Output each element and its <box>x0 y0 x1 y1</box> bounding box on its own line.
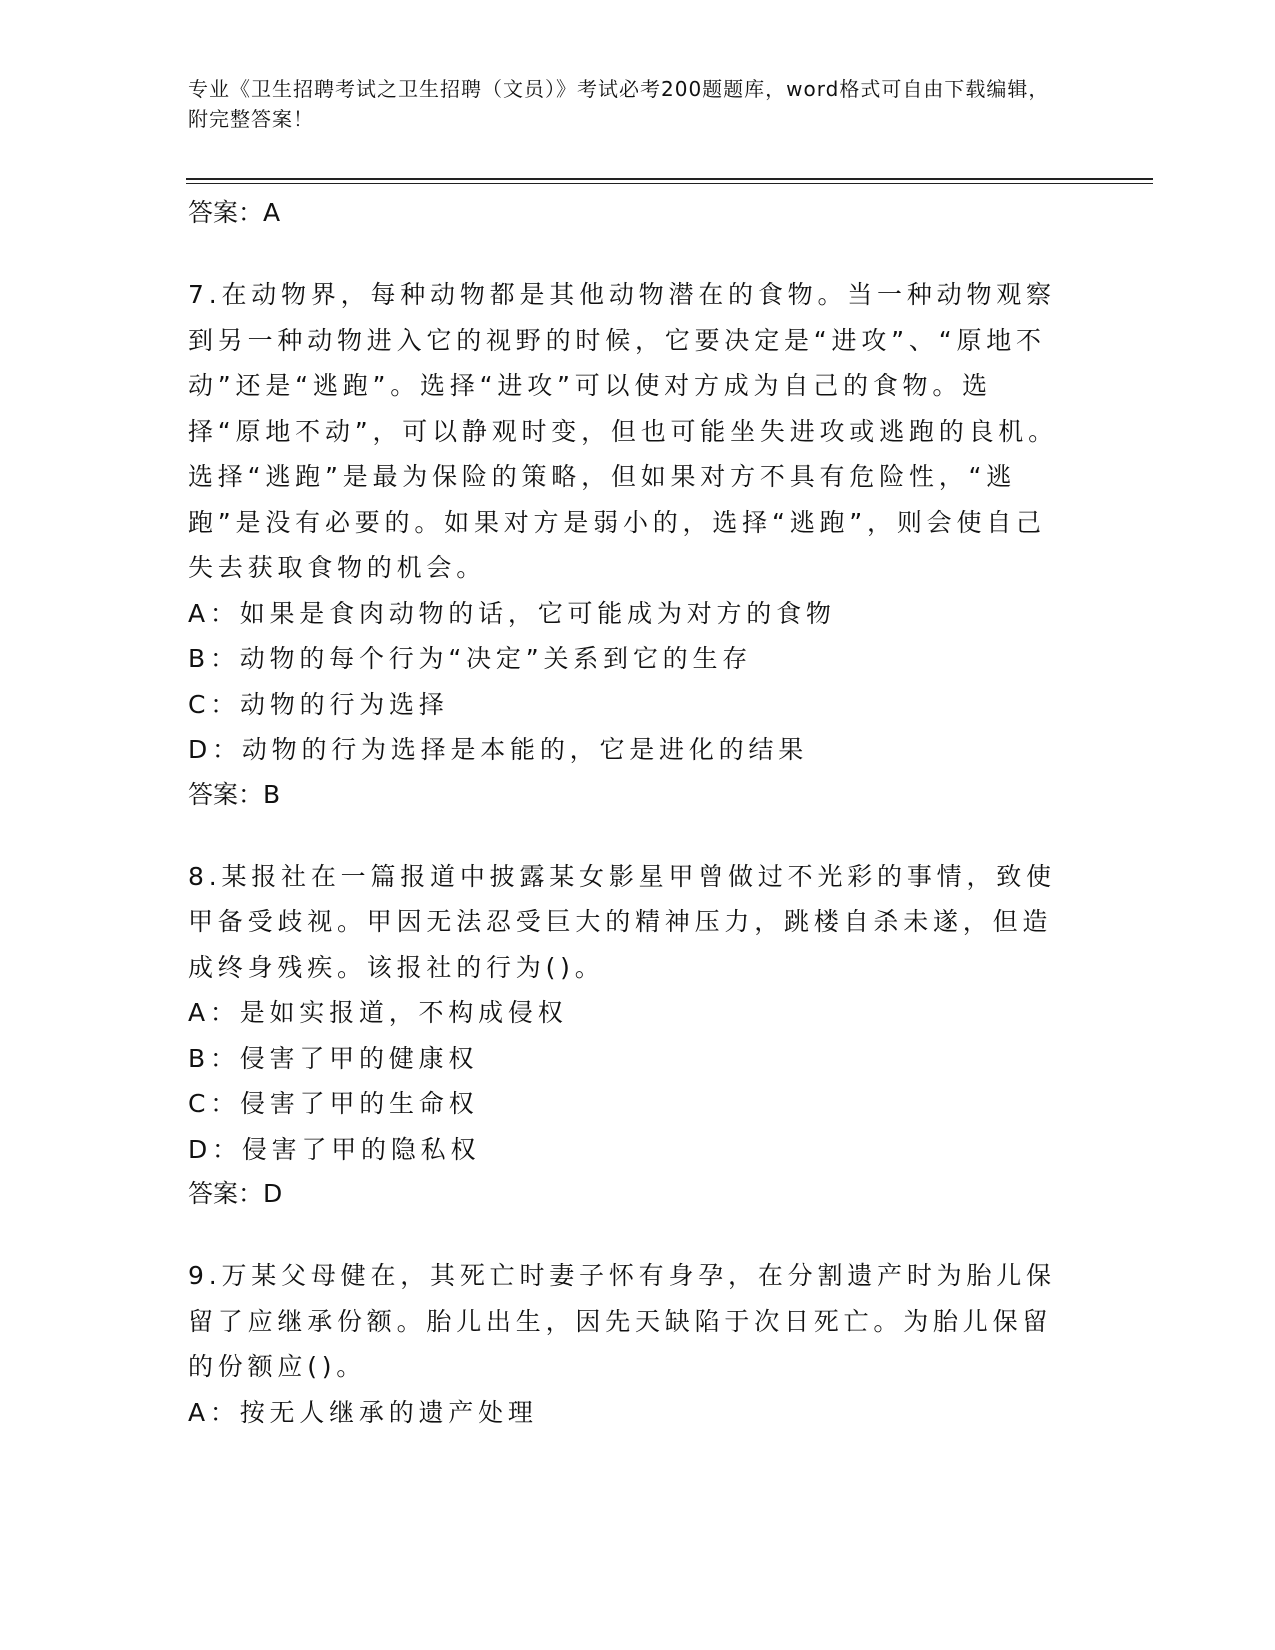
answer-value: D <box>263 1179 283 1208</box>
question-9 <box>188 1253 1068 1435</box>
answer-label: 答案： <box>188 198 264 227</box>
answer-line <box>188 191 1068 235</box>
question-7 <box>188 272 1068 817</box>
option-c: C：侵害了甲的生命权 <box>188 1089 479 1118</box>
answer-value: B <box>263 779 281 809</box>
header-rule-thin <box>186 183 1153 184</box>
answer-label: 答案： <box>188 1179 264 1208</box>
option-c: C：动物的行为选择 <box>188 689 449 719</box>
question-stem: 7.在动物界，每种动物都是其他动物潜在的食物。当一种动物观察到另一种动物进入它的视野的时候，它要决定是“进攻”、“原地不动”还是“逃跑”。选择“进攻”可以使对方成为自己的食物。选择“原地不动”，可以静观时变，但也可能坐失进攻或逃跑的良机。选择“逃跑”是最为保险的策略，但如果对方不具有危险性，“逃跑”是没有必要的。如果对方是弱小的，选择“逃跑”，则会使自己失去获取食物的机会。 <box>188 280 1058 582</box>
answer-value: A <box>263 198 281 227</box>
document-body <box>188 191 1068 1435</box>
option-a: A：按无人继承的遗产处理 <box>188 1397 538 1427</box>
answer-line <box>188 1172 1068 1216</box>
document-header: 专业《卫生招聘考试之卫生招聘（文员）》考试必考200题题库，word格式可自由下载编辑，附完整答案！ <box>188 77 1050 131</box>
spacer <box>188 1216 1068 1253</box>
question-8 <box>188 854 1068 1217</box>
option-d: D：侵害了甲的隐私权 <box>188 1134 481 1164</box>
option-b: B：动物的每个行为“决定”关系到它的生存 <box>188 644 753 673</box>
header-rule-thick <box>186 178 1153 180</box>
spacer <box>188 235 1068 272</box>
answer-line <box>188 773 1068 817</box>
option-a: A：是如实报道，不构成侵权 <box>188 998 568 1027</box>
question-stem: 8.某报社在一篇报道中披露某女影星甲曾做过不光彩的事情，致使甲备受歧视。甲因无法忍受巨大的精神压力，跳楼自杀未遂，但造成终身残疾。该报社的行为()。 <box>188 861 1056 982</box>
option-d: D：动物的行为选择是本能的，它是进化的结果 <box>188 735 809 764</box>
option-b: B：侵害了甲的健康权 <box>188 1043 479 1073</box>
spacer <box>188 817 1068 854</box>
question-stem: 9.万某父母健在，其死亡时妻子怀有身孕，在分割遗产时为胎儿保留了应继承份额。胎儿出生，因先天缺陷于次日死亡。为胎儿保留的份额应()。 <box>188 1261 1056 1381</box>
option-a: A：如果是食肉动物的话，它可能成为对方的食物 <box>188 598 836 628</box>
answer-label: 答案： <box>188 779 264 809</box>
